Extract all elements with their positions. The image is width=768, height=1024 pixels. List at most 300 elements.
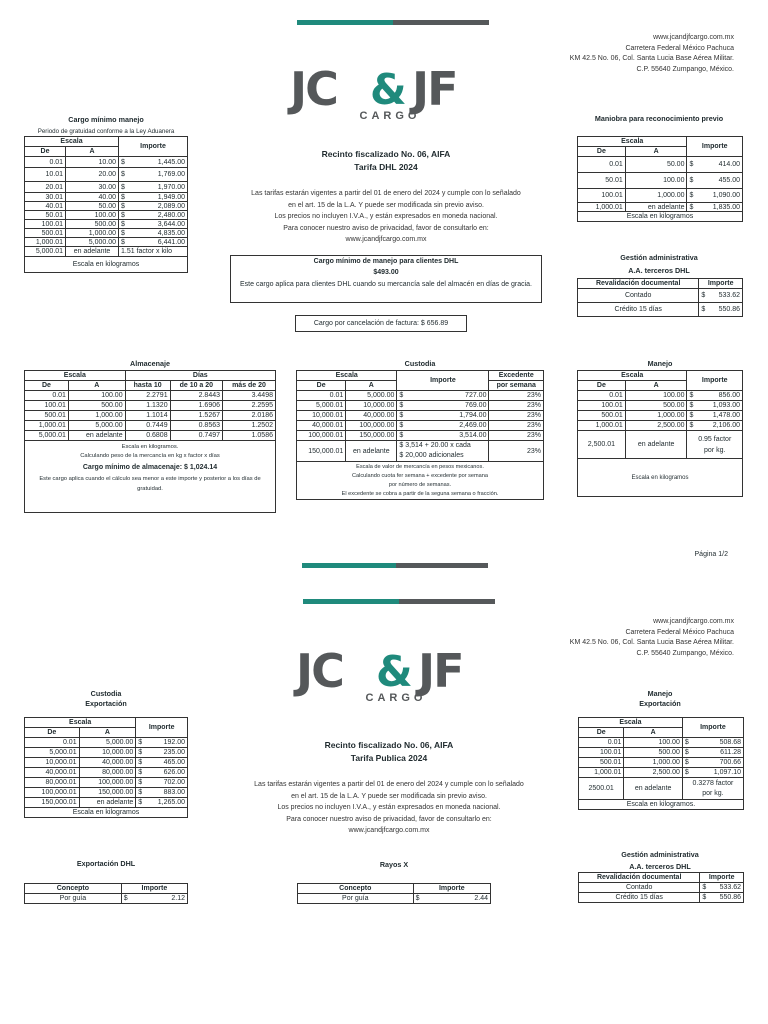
cargo-min-subtitle: Periodo de gratuidad conforme a la Ley Aduanera: [37, 128, 175, 135]
page-subtitle: Tarifa Publica 2024: [350, 753, 428, 763]
cell: Por guía: [298, 894, 414, 904]
cell: $: [699, 289, 707, 303]
cell: 6,441.00: [127, 238, 188, 247]
cell: en adelante: [346, 441, 397, 462]
custodia-title: Custodia: [404, 359, 436, 368]
cell: 0.6808: [125, 431, 170, 441]
cell: $: [119, 202, 127, 211]
cell: $: [119, 168, 127, 182]
col-header: De: [578, 381, 626, 391]
cell: 50.00: [66, 202, 119, 211]
export-dhl-title: Exportación DHL: [76, 859, 136, 868]
website-link[interactable]: www.jcandjfcargo.com.mx: [653, 618, 734, 625]
cell: 2.12: [130, 894, 188, 904]
cell: 500.00: [68, 401, 125, 411]
cell: 50.00: [625, 157, 687, 173]
cell: 150,000.01: [297, 441, 346, 462]
cell: Por guía: [25, 894, 122, 904]
page-title: Recinto fiscalizado No. 06, AIFA: [321, 149, 451, 159]
cell: 100.01: [579, 748, 624, 758]
cell: 1,265.00: [144, 798, 187, 808]
custodia-exp-subtitle: Exportación: [85, 699, 127, 708]
maniobra-title: Maniobra para reconocimiento previo: [594, 114, 724, 123]
cell: 0.01: [25, 391, 69, 401]
col-header: hasta 10: [125, 381, 170, 391]
cell: $: [687, 391, 695, 401]
cell: 20.01: [25, 182, 66, 193]
cell: 192.00: [144, 738, 187, 748]
cell: 40,000.01: [297, 421, 346, 431]
cell: $: [682, 738, 690, 748]
cell: por kg.: [704, 446, 726, 454]
col-header: Días: [125, 371, 275, 381]
cell: 5,000.00: [79, 738, 136, 748]
table-row: [25, 401, 276, 411]
note: por número de semanas.: [388, 482, 452, 488]
cell: 500.00: [624, 748, 683, 758]
col-header: Escala: [297, 371, 397, 381]
cell: $: [136, 738, 144, 748]
table-row: [579, 768, 744, 778]
cell: 50.01: [578, 173, 626, 189]
address-line: C.P. 55640 Zumpango, México.: [636, 65, 734, 73]
cell: 1,000.01: [579, 768, 624, 778]
table-row: [25, 211, 188, 220]
cell: 500.00: [625, 401, 687, 411]
table-row: [25, 788, 188, 798]
cell: 0.7449: [125, 421, 170, 431]
col-header: Importe: [682, 718, 743, 738]
cell: 0.01: [25, 738, 80, 748]
table-row: [578, 431, 743, 459]
manejo-exp-title: Manejo: [647, 689, 673, 698]
cell: 100.00: [68, 391, 125, 401]
table-row: [297, 431, 544, 441]
gestion-title: Gestión administrativa: [620, 253, 698, 262]
table-row: [25, 431, 276, 441]
cell: 1,000.01: [578, 421, 626, 431]
cell: 100.00: [625, 173, 687, 189]
logo-amp: &: [376, 647, 413, 696]
privacy-link[interactable]: www.jcandjfcargo.com.mx: [345, 236, 427, 243]
export-dhl-table: [24, 883, 188, 904]
almacenaje-title: Almacenaje: [130, 359, 170, 368]
cell: $: [687, 411, 695, 421]
cell: 0.3278 factor: [692, 779, 734, 787]
cell: 0.7497: [170, 431, 222, 441]
cell: $: [687, 157, 695, 173]
cell: 30.00: [66, 182, 119, 193]
paragraph: Los precios no incluyen I.V.A., y están expresados en moneda nacional.: [277, 804, 501, 811]
cell: 150,000.00: [79, 788, 136, 798]
col-header: Importe: [121, 884, 187, 894]
cell: Contado: [578, 289, 699, 303]
cell: $: [397, 421, 405, 431]
table-row: [25, 758, 188, 768]
note: Este cargo aplica cuando el cálculo sea menor a este importe y posterior a los días de gratuidad.: [39, 476, 261, 492]
col-header: Importe: [699, 279, 743, 289]
table-row: [578, 411, 743, 421]
cell: $: [121, 894, 129, 904]
cell: 1,769.00: [127, 168, 188, 182]
cell: 1.5267: [170, 411, 222, 421]
cell: 50.01: [25, 211, 66, 220]
table-row: [25, 202, 188, 211]
cell: $: [119, 229, 127, 238]
cell: 5,000.01: [297, 401, 346, 411]
col-header: De: [25, 381, 69, 391]
cell: 100.01: [578, 401, 626, 411]
col-header: Escala: [578, 137, 687, 147]
manejo-title: Manejo: [647, 359, 673, 368]
cell: 700.66: [691, 758, 744, 768]
cell: 10.00: [66, 157, 119, 168]
cell: $: [682, 758, 690, 768]
cell: 1,000.00: [624, 758, 683, 768]
logo-jf: JF: [412, 62, 457, 116]
col-header: A: [346, 381, 397, 391]
cell: 23%: [489, 441, 544, 462]
table-row: [578, 421, 743, 431]
cargo-min-title: Cargo mínimo manejo: [68, 115, 144, 124]
table-row: [25, 894, 188, 904]
page-subtitle: Tarifa DHL 2024: [354, 162, 418, 172]
cell: 100.00: [66, 211, 119, 220]
cell: en adelante: [68, 431, 125, 441]
table-row: [25, 768, 188, 778]
col-header: Revalidación documental: [579, 873, 700, 883]
cell: $: [699, 303, 707, 317]
cell: $ 3,514 + 20.00 x cada: [399, 442, 471, 449]
cell: por kg.: [702, 789, 724, 797]
cell: 2,500.00: [625, 421, 687, 431]
cell: 2,500.00: [624, 768, 683, 778]
min-storage-charge: Cargo mínimo de almacenaje: $ 1,024.14: [82, 464, 218, 471]
table-row: [25, 238, 188, 247]
cell: 702.00: [144, 778, 187, 788]
cell: 0.01: [579, 738, 624, 748]
col-header: A: [624, 728, 683, 738]
cell: 1,949.00: [127, 193, 188, 202]
cell: $: [687, 173, 695, 189]
cell: 611.28: [691, 748, 744, 758]
col-header: Concepto: [298, 884, 414, 894]
table-row: [578, 173, 743, 189]
cell: $: [136, 768, 144, 778]
cell: 5,000.01: [25, 748, 80, 758]
cell: 1,000.00: [68, 411, 125, 421]
center-block: [230, 148, 542, 246]
manejo-exp-table: [578, 717, 744, 810]
col-header: Importe: [119, 137, 188, 157]
cell: $: [413, 894, 421, 904]
cell: $: [119, 193, 127, 202]
table-row: [578, 203, 743, 212]
col-header: Importe: [413, 884, 490, 894]
cell: 500.01: [578, 411, 626, 421]
cell: $: [687, 421, 695, 431]
cell: 1,000.01: [25, 421, 69, 431]
table-footer: Escala en kilogramos.: [579, 800, 744, 810]
cell: 883.00: [144, 788, 187, 798]
cell: 100.00: [625, 391, 687, 401]
cell: 0.01: [578, 391, 626, 401]
cell: 23%: [489, 411, 544, 421]
cell: $: [687, 401, 695, 411]
center-block: [230, 739, 548, 837]
cell: 100.01: [25, 220, 66, 229]
cell: 769.00: [405, 401, 489, 411]
address-line: Carretera Federal México Pachuca: [625, 44, 734, 52]
cell: 1,970.00: [127, 182, 188, 193]
address-line: C.P. 55640 Zumpango, México.: [636, 649, 734, 657]
address-block: [570, 33, 734, 75]
cell: 1.1320: [125, 401, 170, 411]
logo-jf: JF: [418, 644, 463, 698]
manejo-table: [577, 370, 743, 497]
table-row: [25, 411, 276, 421]
col-header: Escala: [578, 371, 687, 381]
cell: 533.62: [707, 289, 742, 303]
cell: 500.01: [25, 229, 66, 238]
cell: $: [119, 157, 127, 168]
cell: 414.00: [695, 157, 742, 173]
note: Escala de valor de mercancía en pesos mexicanos.: [356, 464, 484, 470]
table-footer: Escala en kilogramos: [25, 808, 188, 818]
cell: en adelante: [624, 778, 683, 800]
cell: $: [119, 220, 127, 229]
custodia-exp-title: Custodia: [90, 689, 122, 698]
cell: 2,106.00: [695, 421, 742, 431]
cell: 626.00: [144, 768, 187, 778]
almacenaje-table: [24, 370, 276, 513]
cell: 1,000.00: [625, 411, 687, 421]
cell: 23%: [489, 421, 544, 431]
manejo-exp-subtitle: Exportación: [639, 699, 681, 708]
col-header: A: [625, 147, 687, 157]
col-header: Importe: [397, 371, 489, 391]
custodia-notes: [297, 462, 544, 500]
cell: 0.8563: [170, 421, 222, 431]
paragraph: Las tarifas estarán vigentes a partir del 01 de enero del 2024 y cumple con lo señalado: [251, 190, 521, 197]
col-header: Concepto: [25, 884, 122, 894]
table-row: [25, 220, 188, 229]
cell: 80,000.00: [79, 768, 136, 778]
cell: 1,090.00: [695, 189, 742, 203]
cell: $: [687, 189, 695, 203]
table-footer: Escala en kilogramos: [578, 212, 743, 222]
cell: 10,000.01: [297, 411, 346, 421]
cell: 1,093.00: [695, 401, 742, 411]
table-row: [297, 391, 544, 401]
table-row: [297, 421, 544, 431]
logo-amp: &: [370, 65, 407, 114]
address-line: KM 42.5 No. 06, Col. Santa Lucia Base Aérea Militar.: [569, 55, 734, 62]
cell: $: [687, 203, 695, 212]
cell: 2.0186: [223, 411, 276, 421]
cell: 500.00: [66, 220, 119, 229]
cell: 30.01: [25, 193, 66, 202]
table-row: [579, 883, 744, 893]
cell: 10,000.00: [79, 748, 136, 758]
cell: 2.8443: [170, 391, 222, 401]
table-row: [578, 401, 743, 411]
cell: 2.2791: [125, 391, 170, 401]
cell: 23%: [489, 401, 544, 411]
cell: 2.2595: [223, 401, 276, 411]
cell: 465.00: [144, 758, 187, 768]
cell: 455.00: [695, 173, 742, 189]
cell: 2500.01: [579, 778, 624, 800]
cell: 0.95 factor: [698, 435, 732, 443]
header-bar-gray: [399, 599, 495, 604]
cell: 1.1014: [125, 411, 170, 421]
col-header: A: [68, 381, 125, 391]
col-header: A: [79, 728, 136, 738]
cell: $: [136, 788, 144, 798]
table-row: [578, 157, 743, 173]
paragraph: Las tarifas estarán vigentes a partir del 01 de enero del 2024 y cumple con lo señalado: [254, 781, 524, 788]
col-header: Escala: [25, 137, 119, 147]
cell: 1,835.00: [695, 203, 742, 212]
table-row: [25, 182, 188, 193]
table-row: [579, 778, 744, 800]
cell: 550.86: [707, 303, 742, 317]
cell: 1,794.00: [405, 411, 489, 421]
address-block: [570, 617, 734, 659]
col-header: por semana: [489, 381, 544, 391]
cell: $: [397, 431, 405, 441]
col-header: más de 20: [223, 381, 276, 391]
table-row: [579, 893, 744, 903]
logo-jc: JC: [290, 62, 337, 116]
gestion-table: [577, 278, 743, 317]
table-row: [25, 193, 188, 202]
table-row: [25, 168, 188, 182]
cell: $: [119, 182, 127, 193]
table-row: [25, 421, 276, 431]
cell: 1,478.00: [695, 411, 742, 421]
cell: $ 20,000 adicionales: [399, 452, 464, 459]
cell: 2,089.00: [127, 202, 188, 211]
col-header: Importe: [700, 873, 744, 883]
logo-jc: JC: [296, 644, 343, 698]
cell: $: [682, 768, 690, 778]
cell: en adelante: [79, 798, 136, 808]
cell: 1,000.01: [25, 238, 66, 247]
gestion-title: Gestión administrativa: [621, 850, 699, 859]
paragraph: Los precios no incluyen I.V.A., y están expresados en moneda nacional.: [274, 213, 498, 220]
table-row: [578, 289, 743, 303]
cell: 1,000.01: [578, 203, 626, 212]
cell: 100,000.01: [297, 431, 346, 441]
cancel-fee-box: Cargo por cancelación de factura: $ 656.89: [295, 315, 467, 332]
cell: en adelante: [625, 203, 687, 212]
col-header: De: [579, 728, 624, 738]
cell: 1.6906: [170, 401, 222, 411]
cell: 3,514.00: [405, 431, 489, 441]
paragraph: en el art. 15 de la L.A. Y puede ser modificada sin previo aviso.: [291, 792, 487, 800]
cell: 2,480.00: [127, 211, 188, 220]
note: Escala en kilogramos.: [121, 444, 179, 450]
maniobra-table: [577, 136, 743, 222]
cell: 235.00: [144, 748, 187, 758]
table-row: [297, 401, 544, 411]
cell: 533.62: [708, 883, 743, 893]
cell: $: [397, 391, 405, 401]
paragraph: Para conocer nuestro aviso de privacidad, favor de consultarlo en:: [283, 224, 489, 232]
cell: 500.01: [25, 411, 69, 421]
cell: $: [136, 778, 144, 788]
cell: 100,000.01: [25, 788, 80, 798]
table-row: [578, 303, 743, 317]
cell: 727.00: [405, 391, 489, 401]
privacy-link[interactable]: www.jcandjfcargo.com.mx: [348, 827, 430, 834]
dhl-min-box: [230, 255, 542, 303]
col-header: Escala: [25, 371, 126, 381]
website-link[interactable]: www.jcandjfcargo.com.mx: [653, 34, 734, 41]
table-row: [579, 748, 744, 758]
cell: 500.01: [579, 758, 624, 768]
col-header: De: [578, 147, 626, 157]
col-header: Importe: [687, 137, 743, 157]
cell: 40,000.00: [79, 758, 136, 768]
paragraph: Para conocer nuestro aviso de privacidad, favor de consultarlo en:: [286, 815, 492, 823]
cell: 1,097.10: [691, 768, 744, 778]
box-amount: $493.00: [373, 269, 399, 276]
rayos-table: [297, 883, 491, 904]
cell: 150,000.00: [346, 431, 397, 441]
cell: 1.51 factor x kilo: [119, 247, 188, 257]
table-row: [579, 738, 744, 748]
col-header: Escala: [25, 718, 136, 728]
table-row: [578, 391, 743, 401]
paragraph: en el art. 15 de la L.A. Y puede ser modificada sin previo aviso.: [288, 201, 484, 209]
col-header: Escala: [579, 718, 683, 728]
cell: 5,000.01: [25, 431, 69, 441]
cell: 100.01: [578, 189, 626, 203]
cell: Crédito 15 días: [579, 893, 700, 903]
cell: 23%: [489, 431, 544, 441]
box-title: Cargo mínimo de manejo para clientes DHL: [313, 258, 459, 265]
cell: 3.4498: [223, 391, 276, 401]
logo-cargo: CARGO: [365, 692, 427, 704]
address-line: Carretera Federal México Pachuca: [625, 628, 734, 636]
table-row: [578, 189, 743, 203]
cell: 100.01: [25, 401, 69, 411]
note: Calculando cuota fer semana + excedente por semana: [351, 473, 489, 479]
table-row: [579, 758, 744, 768]
cargo-min-table: [24, 136, 188, 273]
cell: 1,000.00: [66, 229, 119, 238]
cell: 2,500.01: [578, 431, 626, 459]
cell: 100.00: [624, 738, 683, 748]
cell: 100,000.00: [79, 778, 136, 788]
company-logo: [296, 644, 496, 708]
table-row: [25, 738, 188, 748]
cell: 150,000.01: [25, 798, 80, 808]
cell: 80,000.01: [25, 778, 80, 788]
cell: $: [682, 748, 690, 758]
cell: 550.86: [708, 893, 743, 903]
header-bar-gray: [393, 20, 489, 25]
page-number: Página 1/2: [694, 551, 728, 558]
table-row: [25, 229, 188, 238]
col-header: de 10 a 20: [170, 381, 222, 391]
cell: 1.0586: [223, 431, 276, 441]
cell: $: [700, 883, 708, 893]
cell: 100,000.00: [346, 421, 397, 431]
